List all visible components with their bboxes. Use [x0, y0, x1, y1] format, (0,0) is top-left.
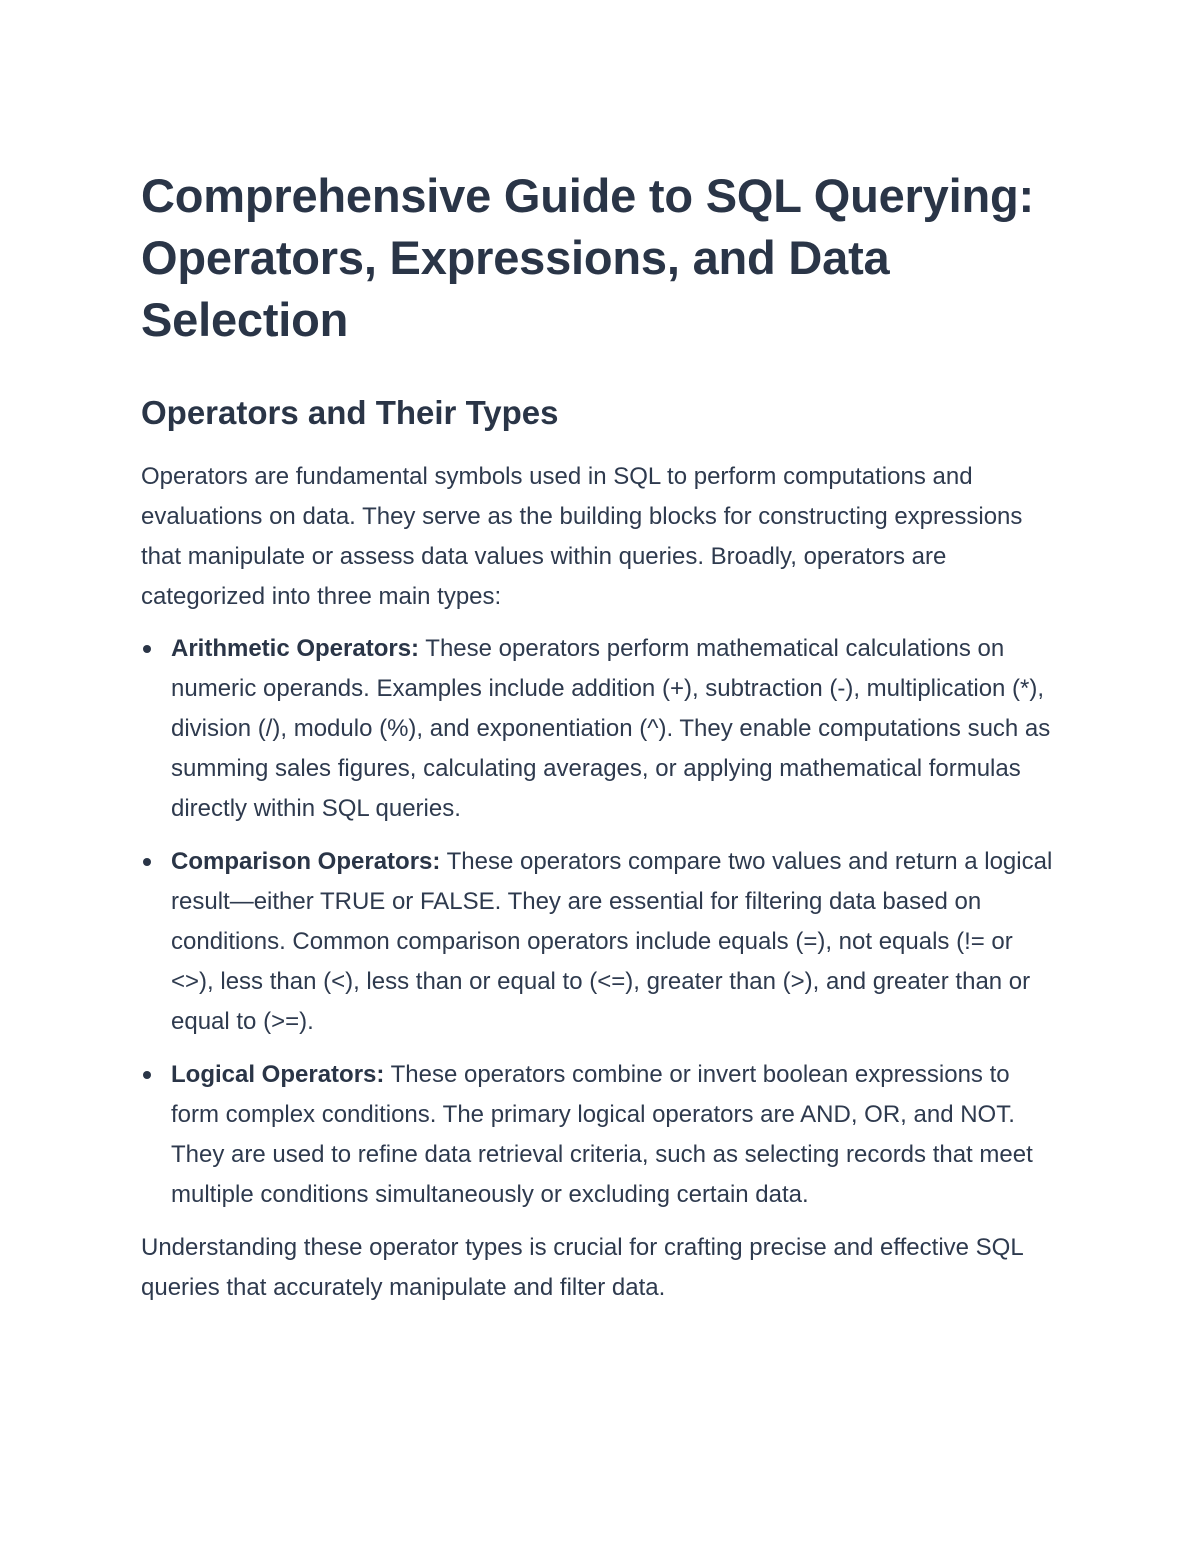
document-page [141, 165, 1061, 1308]
list-item-text: These operators combine or invert boolean expressions to form complex conditions. The primary logical operators are AND, OR, and NOT. They are used to refine data retrieval criteria, such as selecting records that meet multiple conditions simultaneously or excluding certain data. [171, 1061, 1033, 1208]
document-title: Comprehensive Guide to SQL Querying: Operators, Expressions, and Data Selection [141, 169, 1034, 346]
bullet-icon [143, 858, 151, 866]
operator-types-list [141, 629, 1061, 1215]
list-item-arithmetic [141, 629, 1061, 829]
list-item-term: Comparison Operators: [171, 848, 441, 875]
list-item-logical [141, 1055, 1061, 1215]
bullet-icon [143, 1071, 151, 1079]
list-item-term: Arithmetic Operators: [171, 635, 420, 662]
section-heading: Operators and Their Types [141, 394, 559, 431]
list-item-text: These operators compare two values and return a logical result—either TRUE or FALSE. They are essential for filtering data based on conditions. Common comparison operators include equals (=), not equals (!= or <>), less than (<), less than or equal to (<=), greater than (>), and greater than or equal to (>=). [171, 848, 1053, 1035]
list-item-term: Logical Operators: [171, 1061, 385, 1088]
conclusion-paragraph: Understanding these operator types is crucial for crafting precise and effective SQL queries that accurately manipulate and filter data. [141, 1234, 1023, 1301]
list-item-text: These operators perform mathematical calculations on numeric operands. Examples include addition (+), subtraction (-), multiplication (*), division (/), modulo (%), and exponentiation (^). They enable computations such as summing sales figures, calculating averages, or applying mathematical formulas directly within SQL queries. [171, 635, 1051, 822]
intro-paragraph: Operators are fundamental symbols used in SQL to perform computations and evaluations on data. They serve as the building blocks for constructing expressions that manipulate or assess data values within queries. Broadly, operators are categorized into three main types: [141, 463, 1023, 610]
bullet-icon [143, 645, 151, 653]
list-item-comparison [141, 842, 1061, 1042]
